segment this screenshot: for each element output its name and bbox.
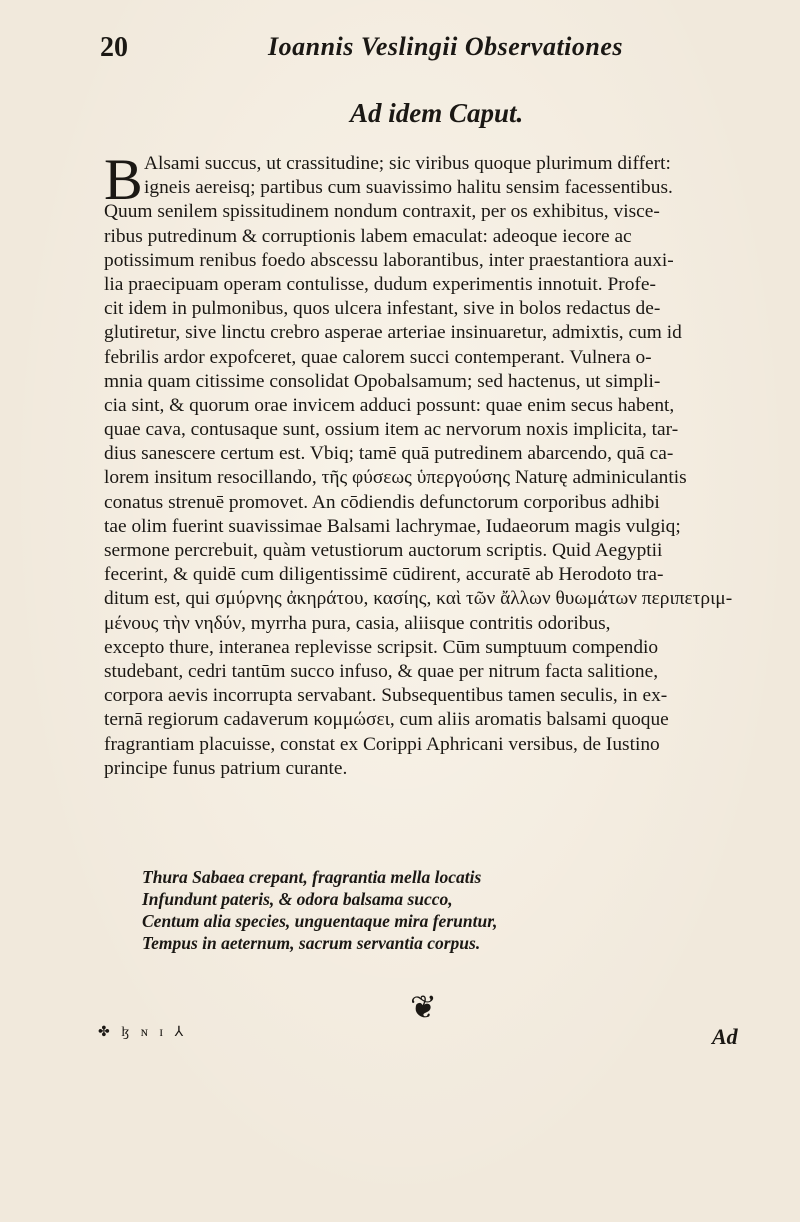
text-line: mnia quam citissime consolidat Opobalsamum; sed hactenus, ut simpli- — [104, 370, 661, 392]
text-line: ribus putredinum & corruptionis labem emaculat: adeoque iecore ac — [104, 225, 632, 247]
text-line: febrilis ardor expofceret, quae calorem succi contemperant. Vulnera o- — [104, 346, 652, 368]
text-line: sermone percrebuit, quàm vetustiorum auctorum scriptis. Quid Aegyptii — [104, 540, 663, 561]
text-line: Quum senilem spissitudinem nondum contraxit, per os exhibitus, visce- — [104, 201, 660, 223]
drop-cap: B — [104, 147, 143, 212]
text-line: ternā regiorum cadaverum κομμώσει, cum aliis aromatis balsami quoque — [104, 709, 669, 731]
verse-line: Tempus in aeternum, sacrum servantia corpus. — [142, 933, 481, 953]
body-text — [104, 147, 768, 781]
text-line: principe funus patrium curante. — [104, 757, 348, 779]
text-line: ditum est, qui σμύρνης ἀκηράτου, κασίης, καὶ τῶν ἄλλων θυωμάτων περιπετριμ- — [104, 588, 733, 610]
verse-line: Centum alia species, unguentaque mira feruntur, — [142, 911, 498, 931]
text-line: potissimum renibus foedo abscessu laborantibus, inter praestantiora auxi- — [104, 249, 674, 271]
text-line: studebant, cedri tantūm succo infuso, & quae per nitrum facta salitione, — [104, 660, 659, 682]
fleuron-ornament: ❦ — [410, 988, 437, 1026]
text-line: lia praecipuam operam contulisse, dudum experimentis innotuit. Profe- — [104, 273, 656, 295]
verse-quotation — [142, 866, 702, 954]
text-line: cia sint, & quorum orae invicem adduci possunt: quae enim secus habent, — [104, 394, 675, 416]
signature-mark: ✤ ɮ ɴ ɪ ⅄ — [98, 1025, 188, 1040]
text-line: μένους τὴν νηδύν, myrrha pura, casia, aliisque contritis odoribus, — [104, 612, 611, 634]
text-line: fecerint, & quidē cum diligentissimē cūdirent, accuratē ab Herodoto tra- — [104, 564, 664, 586]
text-line: lorem insitum resocillando, τῆς φύσεως ὑπεργούσης Naturę adminiculantis — [104, 467, 687, 489]
text-line: Alsami succus, ut crassitudine; sic viribus quoque plurimum differt: — [144, 153, 671, 174]
text-line: tae olim fuerint suavissimae Balsami lachrymae, Iudaeorum magis vulgiq; — [104, 515, 681, 537]
catchword: Ad — [712, 1024, 738, 1049]
text-line: conatus strenuē promovet. An cōdiendis defunctorum corporibus adhibi — [104, 491, 660, 513]
text-line: fragrantiam placuisse, constat ex Corippi Aphricani versibus, de Iustino — [104, 733, 660, 755]
text-line: quae cava, contusaque sunt, ossium item ac nervorum noxis implicita, tar- — [104, 419, 679, 441]
text-line: glutiretur, sive linctu crebro asperae arteriae insinuaretur, admixtis, cum id — [104, 322, 682, 344]
text-line: dius sanescere certum est. Vbiq; tamē quā putredinem abarcendo, quā ca- — [104, 443, 674, 465]
page-header — [100, 28, 700, 68]
running-title: Ioannis Veslingii Observationes — [268, 32, 624, 61]
page-number: 20 — [100, 32, 128, 63]
text-line: cit idem in pulmonibus, quos ulcera infestant, sive in bolos redactus de- — [104, 298, 661, 320]
verse-line: Thura Sabaea crepant, fragrantia mella locatis — [142, 867, 482, 887]
text-line: corpora aevis incorrupta servabant. Subsequentibus tamen seculis, in ex- — [104, 685, 668, 707]
section-title: Ad idem Caput. — [350, 98, 524, 128]
text-line: igneis aereisq; partibus cum suavissimo halitu sensim facessentibus. — [144, 177, 673, 199]
verse-line: Infundunt pateris, & odora balsama succo, — [142, 889, 453, 909]
text-line: excepto thure, interanea replevisse scripsit. Cūm sumptuum compendio — [104, 636, 659, 658]
